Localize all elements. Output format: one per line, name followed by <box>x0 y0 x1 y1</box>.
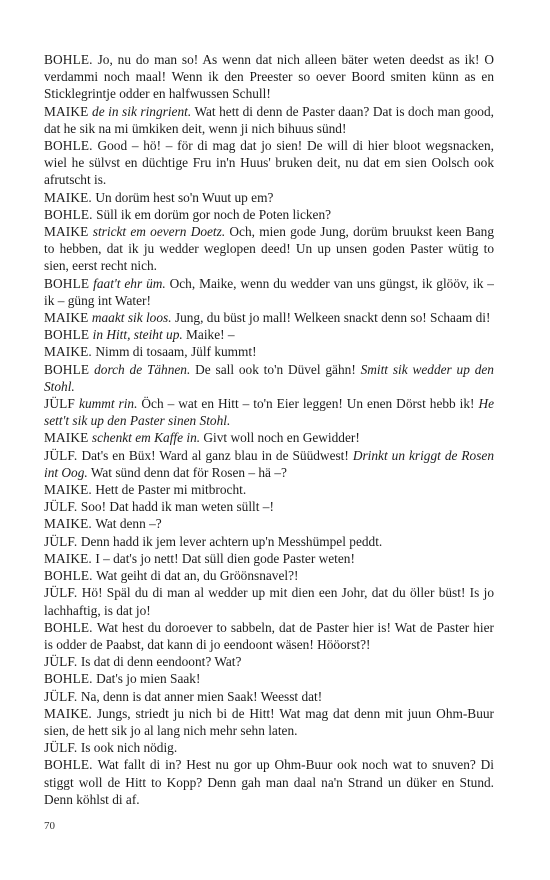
stage-direction: Smitt sik wedder up den Stohl. <box>44 361 494 394</box>
dialogue-text: Öch – wat en Hitt – to'n Eier leggen! Un enen Dörst hebb ik! <box>137 396 479 412</box>
speaker-name: BOHLE. <box>44 619 97 635</box>
dialogue-paragraph <box>44 189 494 206</box>
speaker-name: MAIKE <box>44 103 93 119</box>
stage-direction: in Hitt, steiht up. <box>92 327 183 343</box>
dialogue-paragraph <box>44 481 494 498</box>
dialogue-paragraph <box>44 343 494 360</box>
speaker-name: BOHLE. <box>44 757 98 773</box>
stage-direction: faat't ehr üm. <box>93 275 166 291</box>
dialogue-text: Maike! – <box>182 327 235 343</box>
dialogue-paragraph <box>44 619 494 653</box>
speaker-name: BOHLE. <box>44 52 98 67</box>
stage-direction: Drinkt un kriggt de Rosen int Oog. <box>44 447 495 480</box>
page-body <box>44 51 494 808</box>
dialogue-text: Dat's en Büx! Ward al ganz blau in de Süüdwest! <box>81 447 353 463</box>
dialogue-text: Och, Maike, wenn du wedder van uns güngst, ik glööv, ik – ik – güng int Water! <box>44 275 494 308</box>
dialogue-text: Wat hest du doroever to sabbeln, dat de Paster hier is! Wat de Paster hier is odder de Paabst, dat kann di jo eendoont wäsen! Hööorst?! <box>44 619 494 652</box>
dialogue-paragraph <box>44 206 494 223</box>
dialogue-text: Denn hadd ik jem lever achtern up'n Messhümpel peddt. <box>80 533 383 549</box>
dialogue-text: Jungs, striedt ju nich bi de Hitt! Wat mag dat denn mit juun Ohm-Buur sien, de hett sik jo al lang nich mehr sehn laten. <box>44 705 494 738</box>
dialogue-text: Jung, du büst jo mall! Welkeen snackt denn so! Schaam di! <box>171 310 491 326</box>
dialogue-paragraph <box>44 756 494 808</box>
dialogue-paragraph <box>44 326 494 343</box>
dialogue-text: Is ook nich nödig. <box>80 740 178 756</box>
speaker-name: BOHLE. <box>44 568 97 584</box>
dialogue-paragraph <box>44 705 494 739</box>
dialogue-paragraph <box>44 498 494 515</box>
dialogue-text: Hett de Paster mi mitbrocht. <box>95 482 247 498</box>
dialogue-paragraph <box>44 670 494 687</box>
dialogue-paragraph <box>44 584 494 618</box>
dialogue-text: Jo, nu do man so! As wenn dat nich alleen bäter weten deedst as ik! O verdammi noch maal! Wenn ik den Preester so oever Boord smiten künn as en Sticklegrintje odder en halfwussen Schull! <box>44 52 494 102</box>
speaker-name: BOHLE <box>44 275 94 291</box>
speaker-name: JÜLF. <box>44 585 82 601</box>
dialogue-text: Süll ik em dorüm gor noch de Poten licken? <box>96 206 332 222</box>
stage-direction: dorch de Tähnen. <box>94 361 191 377</box>
stage-direction: kummt rin. <box>79 396 138 412</box>
speaker-name: MAIKE. <box>44 482 96 498</box>
dialogue-paragraph <box>44 550 494 567</box>
speaker-name: JÜLF. <box>44 533 81 549</box>
speaker-name: JÜLF. <box>44 740 81 756</box>
dialogue-text: De sall ook to'n Düvel gähn! <box>190 361 361 377</box>
speaker-name: MAIKE <box>44 224 93 240</box>
stage-direction: schenkt em Kaffe in. <box>91 430 201 446</box>
speaker-name: BOHLE. <box>44 138 98 154</box>
speaker-name: MAIKE. <box>44 705 97 721</box>
stage-direction: maakt sik loos. <box>91 310 172 326</box>
dialogue-paragraph <box>44 515 494 532</box>
dialogue-text: Soo! Dat hadd ik man weten süllt –! <box>80 499 274 515</box>
dialogue-paragraph <box>44 429 494 446</box>
speaker-name: MAIKE. <box>44 516 96 532</box>
speaker-name: BOHLE <box>44 327 93 343</box>
dialogue-text: Givt woll noch en Gewidder! <box>200 430 360 446</box>
speaker-name: JÜLF. <box>44 688 81 704</box>
dialogue-text: Dat's jo mien Saak! <box>96 671 201 687</box>
dialogue-paragraph <box>44 533 494 550</box>
dialogue-paragraph <box>44 137 494 189</box>
dialogue-text: Wat fallt di in? Hest nu gor up Ohm-Buur ook noch wat to snuven? Di stiggt woll de Hitt to Kopp? Denn gah man daal na'n Strand un düker en Stund. Denn köhlst di af. <box>44 757 494 807</box>
speaker-name: MAIKE. <box>44 189 96 205</box>
dialogue-text: Wat sünd denn dat för Rosen – hä –? <box>87 464 287 480</box>
dialogue-text: Hö! Späl du di man al wedder up mit dien een Johr, dat du öller büst! Is jo lachhaftig, is dat jo! <box>44 585 494 618</box>
dialogue-text: Och, mien gode Jung, dorüm bruukst keen Bang to hebben, dat ik ju wedder weglopen deed! Un up unsen goden Paster wütig to sien, eerst recht nich. <box>44 224 494 274</box>
dialogue-paragraph <box>44 309 494 326</box>
dialogue-text: I – dat's jo nett! Dat süll dien gode Paster weten! <box>95 550 355 566</box>
dialogue-paragraph <box>44 567 494 584</box>
dialogue-text: Un dorüm hest so'n Wuut up em? <box>95 189 274 205</box>
dialogue-paragraph <box>44 361 494 395</box>
speaker-name: MAIKE. <box>44 344 96 360</box>
stage-direction: strickt em oevern Doetz. <box>92 224 226 240</box>
dialogue-paragraph <box>44 103 494 137</box>
dialogue-paragraph <box>44 653 494 670</box>
page-number: 70 <box>44 820 55 832</box>
dialogue-text: Good – hö! – för di mag dat jo sien! De will di hier bloot wegsnacken, wiel he sülvst en düchtige Fru in'n Huus' bruken deit, nu dat em sien Oolsch ook afrutscht is. <box>44 138 494 188</box>
speaker-name: MAIKE <box>44 310 92 326</box>
speaker-name: MAIKE. <box>44 550 96 566</box>
dialogue-text: Na, denn is dat anner mien Saak! Weesst dat! <box>80 688 323 704</box>
speaker-name: JÜLF. <box>44 499 81 515</box>
stage-direction: de in sik ringrient. <box>92 103 192 119</box>
speaker-name: JÜLF. <box>44 447 82 463</box>
dialogue-text: Wat geiht di dat an, du Gröönsnavel?! <box>96 568 299 584</box>
dialogue-text: Nimm di tosaam, Jülf kummt! <box>95 344 257 360</box>
speaker-name: MAIKE <box>44 430 92 446</box>
dialogue-text: Wat denn –? <box>95 516 162 532</box>
speaker-name: JÜLF. <box>44 654 81 670</box>
speaker-name: BOHLE. <box>44 206 97 222</box>
dialogue-paragraph <box>44 223 494 275</box>
dialogue-text: Wat hett di denn de Paster daan? Dat is doch man good, dat he sik na mi ümkiken deit, wenn ji nich bihuus sünd! <box>44 103 494 136</box>
dialogue-paragraph <box>44 688 494 705</box>
speaker-name: BOHLE. <box>44 671 97 687</box>
dialogue-paragraph <box>44 447 494 481</box>
dialogue-text: Is dat di denn eendoont? Wat? <box>80 654 242 670</box>
speaker-name: BOHLE <box>44 361 95 377</box>
dialogue-paragraph <box>44 739 494 756</box>
dialogue-paragraph <box>44 275 494 309</box>
speaker-name: JÜLF <box>44 396 80 412</box>
dialogue-paragraph <box>44 395 494 429</box>
stage-direction: He sett't sik up den Paster sinen Stohl. <box>44 396 494 429</box>
dialogue-paragraph <box>44 51 494 103</box>
